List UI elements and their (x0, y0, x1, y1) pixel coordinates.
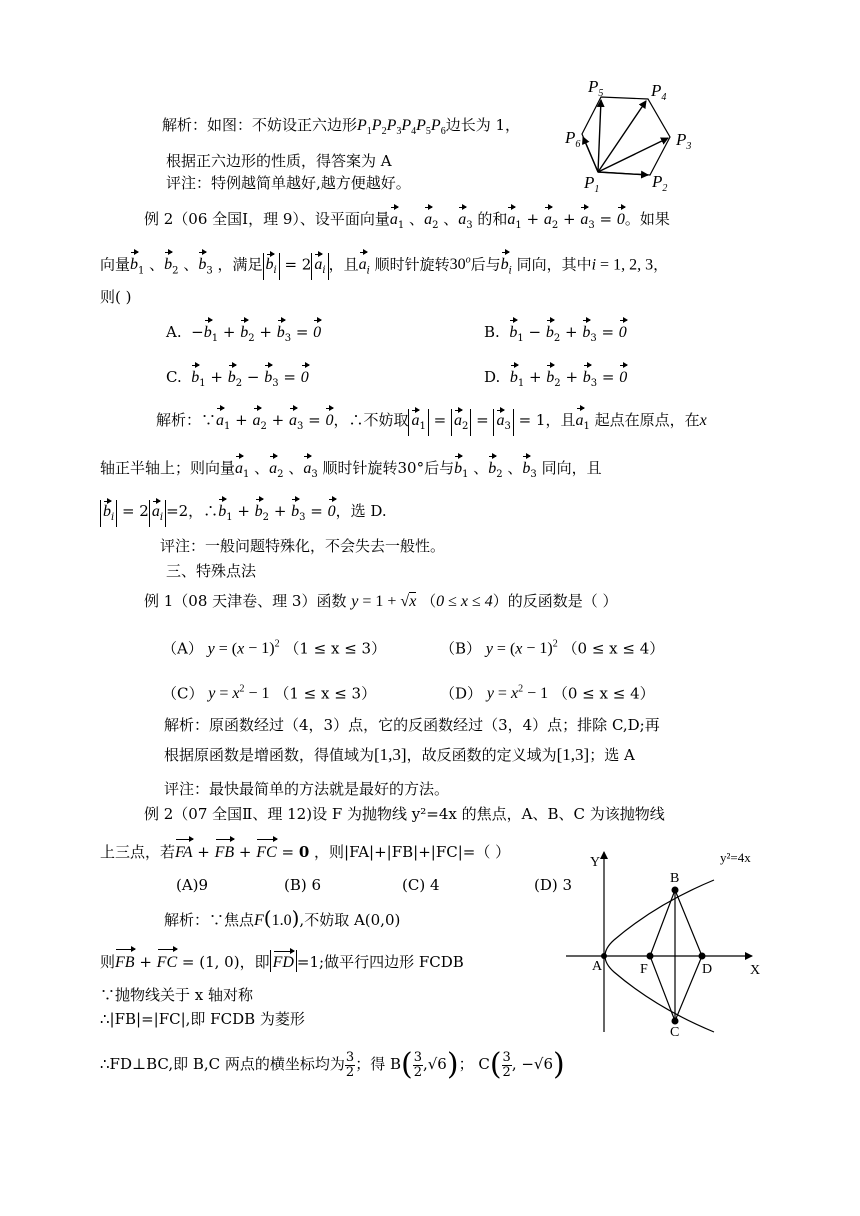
hexagon-outline (582, 97, 670, 175)
ex2-analysis: 解析：$\because a_1 + a_2 + a_3 = 0$，∴不妨取 $a_1 = a_2 = a_3 = 1$，且$a_1$ 起点在原点，在x (156, 407, 707, 438)
opt-b-label: B. (484, 323, 500, 341)
par-l2-a: 上三点，若 (100, 843, 176, 861)
ex2-option-d: D. $b_1 + b_2 + b_3 = 0$ (484, 364, 627, 395)
inv-opt-d-domain: （0 ≤ x ≤ 4） (552, 684, 655, 703)
inv-intro-b: 的反函数是（ ） (507, 592, 618, 610)
point-c (672, 1018, 679, 1025)
ex2-analysis-3: $b_i = 2$ $a_i =2$，$\therefore b_1 + b_2 + b_3 = 0$，选 D. (100, 498, 387, 529)
label-y: Y (590, 855, 601, 870)
inv-intro: 例 1（08 天津卷、理 3）函数 y = 1 + √x （0 ≤ x ≤ 4）的反函数是（ ） (144, 592, 618, 610)
hex-comment: 评注：特例越简单越好,越方便越好。 (166, 174, 411, 192)
label-f: F (640, 962, 648, 977)
par-ana5-a: ∴FD⊥BC,即 B,C 两点的横坐标均为 (100, 1055, 345, 1073)
label-p4: $P_4$ (651, 81, 667, 103)
opt-c-label: C. (166, 368, 182, 386)
par-ana5-b: ；得 B (355, 1055, 401, 1073)
hex-analysis-text: 解析：如图：不妨设正六边形 (162, 116, 358, 134)
par-ana1-b: ,不妨取 A(0,0) (299, 911, 401, 929)
par-option-a: (A)9 (176, 876, 209, 894)
label-p3: $P_3$ (676, 130, 692, 152)
inv-opt-d-label: （D） (440, 684, 483, 703)
vec-b3: b (198, 251, 206, 276)
par-line2: 上三点，若FA + FB + FC = 0 ，则|FA|+|FB|+|FC|=（ ） (100, 838, 510, 864)
parabola-figure (560, 840, 780, 1040)
vec-a2: a (424, 206, 432, 231)
vec-a1: a (390, 206, 398, 231)
par-intro: 例 2（07 全国Ⅱ、理 12)设 F 为抛物线 y²=4x 的焦点，A、B、C 为该抛物线 (144, 805, 665, 823)
par-ana1-a: 解析：∵焦点 (164, 911, 255, 929)
ex2-l2-c: ，且 (328, 255, 359, 274)
inv-ana2-c: ；选 A (589, 746, 635, 764)
ex2-intro-a: 例 2（06 全国Ⅰ，理 9）、设平面向量 (144, 210, 390, 228)
label-b: B (670, 871, 680, 886)
inv-opt-c-label: （C） (162, 684, 204, 703)
label-a: A (592, 959, 603, 974)
ex2-ana-a: 解析：∵ (156, 411, 217, 429)
label-p5: $P_5$ (588, 77, 604, 99)
par-ana2-b: ，即 (239, 953, 270, 971)
ex2-l2-e: 后与 (470, 255, 501, 274)
ex2-ana2-c: 后与 (424, 459, 455, 477)
inv-opt-b-domain: （0 ≤ x ≤ 4） (562, 639, 665, 658)
label-p6: $P_6$ (565, 128, 581, 150)
hex-analysis-line-2: 根据正六边形的性质，得答案为 A (166, 152, 392, 170)
ex2-intro: 例 2（06 全国Ⅰ，理 9）、设平面向量$a_1$ 、$a_2$ 、$a_3$ 的和$a_1 + a_2 + a_3 = 0$。如果 (144, 206, 670, 237)
ex2-line2: 向量$b_1$ 、$b_2$ 、$b_3$ ，满足 $b_i = 2$ $a_i$ ，且$a_i$ 顺时针旋转30$^o$后与$b_i$ 同向，其中i = 1, 2, 3， (100, 250, 668, 282)
par-ana2-a: 则 (100, 953, 116, 971)
inv-analysis-2: 根据原函数是增函数，得值域为[1,3]，故反函数的定义域为[1,3]；选 A (164, 745, 635, 764)
ex2-ana3-b: ，选 D. (335, 502, 387, 520)
vec-a3b: a (580, 206, 588, 231)
vec-ai: a (359, 251, 367, 276)
point-d (699, 953, 706, 960)
par-ana2-c: =1;做平行四边形 FCDB (296, 953, 464, 971)
vec-b2: b (164, 251, 172, 276)
ex2-line3: 则( ) (100, 288, 132, 306)
par-analysis: 解析：∵焦点F(1.0),不妨取 A(0,0) (164, 906, 401, 930)
label-p2: $P_2$ (652, 172, 668, 194)
vec-zero: 0 (617, 206, 625, 231)
label-x: X (750, 963, 761, 978)
ex2-l2-a: 向量 (100, 255, 131, 274)
ex2-analysis-2: 轴正半轴上；则向量$a_1$ 、$a_2$ 、$a_3$ 顺时针旋转30°后与$b_1$ 、$b_2$ 、$b_3$ 同向，且 (100, 455, 602, 486)
hexagon-figure (560, 74, 700, 194)
par-option-b: (B) 6 (284, 876, 322, 894)
inv-option-d: （D） $y = x^2 - 1$ （0 ≤ x ≤ 4） (440, 684, 655, 703)
hexagon-name: $P_1P_2P_3P_4P_5P_6$ (357, 117, 446, 138)
inv-option-a: （A） $y = (x - 1)^2$ （1 ≤ x ≤ 3） (162, 639, 387, 658)
vector-p1p5 (598, 100, 601, 172)
ex2-ana-d: 起点在原点，在 (594, 411, 700, 429)
ex2-intro-b: 的和 (477, 210, 508, 228)
vec-a2b: a (544, 206, 552, 231)
inv-ana2-b: ，故反函数的定义域为 (406, 746, 557, 764)
vector-p1p2 (598, 172, 648, 175)
ex2-ana-x: x (699, 412, 707, 429)
opt-a-label: A. (166, 323, 182, 341)
ex2-comment: 评注：一般问题特殊化，不会失去一般性。 (160, 537, 446, 555)
abs-bi: $b_i$ (263, 253, 280, 280)
inv-intro-a: 例 1（08 天津卷、理 3）函数 (144, 592, 347, 610)
ex2-option-a: A. $-b_1 + b_2 + b_3 = 0$ (166, 319, 321, 350)
par-analysis-5: ∴FD⊥BC,即 B,C 两点的横坐标均为 $\frac{3}{2}$ ；得 B( $\frac{3}{2}$ ,√6)； C( $\frac{3}{2}$ , −√6) (100, 1047, 565, 1082)
par-ana5-c: ； C (458, 1055, 490, 1073)
point-f (647, 953, 654, 960)
ex2-ana2-a: 轴正半轴上；则向量 (100, 459, 236, 477)
section3-title: 三、特殊点法 (166, 562, 257, 580)
inv-analysis: 解析：原函数经过（4，3）点，它的反函数经过（3，4）点；排除 C,D;再 (164, 716, 660, 734)
label-c: C (670, 1025, 680, 1040)
par-option-d: (D) 3 (534, 876, 573, 894)
vec-a3: a (458, 206, 466, 231)
point-b (672, 887, 679, 894)
par-analysis-2: 则FB + FC = (1, 0)，即 FD =1;做平行四边形 FCDB (100, 948, 464, 974)
ex2-ana2-d: 同向，且 (541, 459, 602, 477)
par-option-c: (C) 4 (402, 876, 440, 894)
label-curve: y²=4x (720, 850, 751, 865)
angle-30: 30$^o$ (449, 255, 471, 274)
ex2-ana-b: ，∴不妨取 (333, 411, 409, 429)
vector-p1p3 (598, 138, 668, 172)
par-l2-b: ，则|FA|+|FB|+|FC|=（ ） (314, 843, 511, 861)
vec-a1b: a (507, 206, 515, 231)
inv-option-c: （C） $y = x^2 - 1$ （1 ≤ x ≤ 3） (162, 684, 377, 703)
par-analysis-3: ∵抛物线关于 x 轴对称 (100, 986, 253, 1004)
vec-b1: b (130, 251, 138, 276)
hex-analysis-line (162, 114, 520, 143)
vector-p1p6 (583, 137, 598, 172)
ex2-intro-c: 。如果 (624, 210, 670, 228)
ex2-l2-d: 顺时针旋转 (374, 255, 450, 274)
inv-opt-c-domain: （1 ≤ x ≤ 3） (274, 684, 377, 703)
abs-ai: $a_i$ (311, 253, 328, 280)
par-analysis-4: ∴|FB|=|FC|,即 FCDB 为菱形 (100, 1010, 305, 1028)
vector-p1p4 (598, 101, 646, 172)
index-range: i = 1, 2, 3 (591, 256, 654, 274)
opt-d-label: D. (484, 368, 501, 386)
inv-comment: 评注：最快最简单的方法就是最好的方法。 (164, 780, 450, 798)
inv-ana2-a: 根据原函数是增函数，得值域为 (164, 746, 375, 764)
ex2-l2-f: 同向，其中 (516, 255, 592, 274)
ex2-option-b: B. $b_1 - b_2 + b_3 = 0$ (484, 319, 627, 350)
ex2-l2-b: ，满足 (217, 255, 263, 274)
hex-analysis-text-2: 边长为 1， (445, 116, 521, 134)
ex2-ana-c: ，且 (545, 411, 576, 429)
inv-opt-a-label: （A） (162, 639, 203, 658)
label-p1: $P_1$ (584, 173, 600, 194)
inv-opt-a-domain: （1 ≤ x ≤ 3） (284, 639, 387, 658)
label-d: D (702, 962, 713, 977)
ex2-option-c: C. $b_1 + b_2 - b_3 = 0$ (166, 364, 309, 395)
ex2-ana2-b: 顺时针旋转 (322, 459, 398, 477)
inv-opt-b-label: （B） (440, 639, 482, 658)
ex2-ana3-a: =2，∴ (166, 502, 219, 520)
inv-option-b: （B） $y = (x - 1)^2$ （0 ≤ x ≤ 4） (440, 639, 665, 658)
vec-bi: b (501, 251, 509, 276)
